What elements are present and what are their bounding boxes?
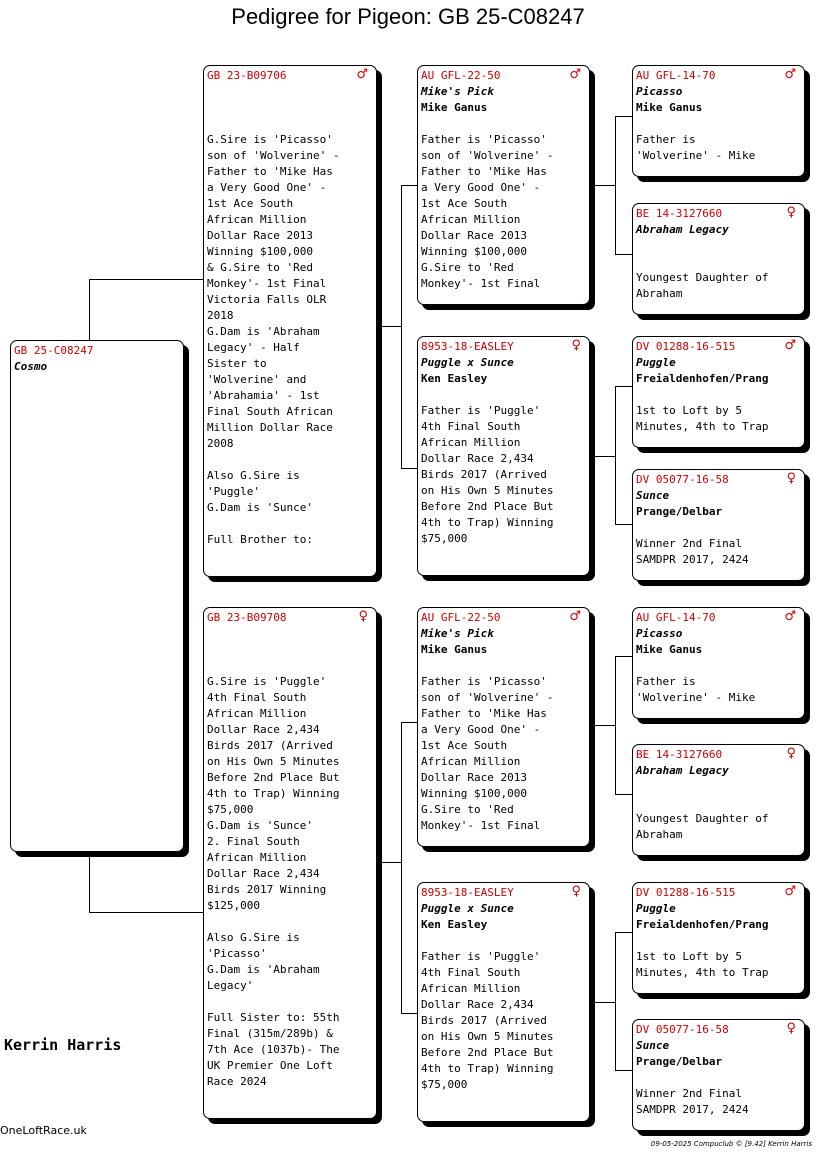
ring-number: GB 23-B09706: [207, 69, 287, 82]
ring-number: AU GFL-22-50: [421, 69, 501, 82]
dam-dam-sire-card[interactable]: [632, 882, 805, 994]
pigeon-owner: Ken Easley: [421, 918, 488, 931]
connector-line: [590, 456, 615, 457]
female-icon: ♀: [571, 884, 581, 899]
sire-sire-card[interactable]: [417, 65, 590, 305]
connector-line: [615, 386, 616, 524]
connector-line: [401, 468, 417, 469]
connector-line: [615, 932, 616, 1070]
connector-line: [376, 326, 401, 327]
female-icon: ♀: [571, 338, 581, 353]
ring-number: DV 01288-16-515: [636, 886, 736, 899]
connector-line: [89, 912, 204, 913]
sire-dam-dam-card[interactable]: [632, 469, 805, 581]
pigeon-notes: Father is 'Wolverine' - Mike: [636, 675, 756, 704]
connector-line: [615, 386, 632, 387]
subject-pigeon-card[interactable]: [10, 340, 184, 852]
male-icon: ♂: [356, 67, 368, 82]
pigeon-notes: 1st to Loft by 5 Minutes, 4th to Trap: [636, 950, 769, 979]
pigeon-owner: Freialdenhofen/Prang: [636, 372, 769, 385]
connector-line: [376, 862, 401, 863]
sire-sire-dam-card[interactable]: [632, 203, 805, 315]
connector-line: [615, 116, 616, 254]
page-title: Pedigree for Pigeon: GB 25-C08247: [231, 4, 585, 29]
connector-line: [89, 279, 90, 340]
connector-line: [615, 656, 632, 657]
connector-line: [615, 932, 632, 933]
pigeon-notes: Youngest Daughter of Abraham: [636, 271, 769, 300]
connector-line: [401, 722, 402, 1013]
male-icon: ♂: [784, 609, 796, 624]
pigeon-notes: G.Sire is 'Picasso' son of 'Wolverine' - Father to 'Mike Has a Very Good One' - 1st Ace South African Million Dollar Race 2013 Winning $100,000 & G.Sire to 'Red Monkey'- 1st Final Victoria Falls OLR 2018 G.Dam is 'Abraham Legacy' - Half Sister to 'Wolverine' and 'Abrahamia' - 1st Final South African Million Dollar Race 2008 Also G.Sire is 'Puggle' G.Dam is 'Sunce' Full Brother to:: [207, 133, 340, 546]
site-name: OneLoftRace.uk: [0, 1124, 87, 1137]
dam-dam-card[interactable]: [417, 882, 590, 1122]
pigeon-notes: Father is 'Picasso' son of 'Wolverine' - Father to 'Mike Has a Very Good One' - 1st Ace South African Million Dollar Race 2013 Winning $100,000 G.Sire to 'Red Monkey'- 1st Final: [421, 675, 554, 832]
pigeon-name: Picasso: [636, 627, 683, 640]
pigeon-name: Mike's Pick: [421, 85, 494, 98]
dam-dam-dam-card[interactable]: [632, 1019, 805, 1131]
pigeon-owner: Prange/Delbar: [636, 1055, 723, 1068]
dam-sire-sire-card[interactable]: [632, 607, 805, 719]
connector-line: [401, 185, 417, 186]
female-icon: ♀: [358, 609, 368, 624]
sire-dam-sire-card[interactable]: [632, 336, 805, 448]
ring-number: DV 05077-16-58: [636, 473, 729, 486]
pigeon-name: Puggle x Sunce: [421, 902, 514, 915]
pigeon-owner: Freialdenhofen/Prang: [636, 918, 769, 931]
connector-line: [89, 279, 204, 280]
sire-sire-sire-card[interactable]: [632, 65, 805, 177]
pigeon-owner: Mike Ganus: [421, 643, 488, 656]
sire-card[interactable]: [203, 65, 377, 577]
pigeon-notes: Winner 2nd Final SAMDPR 2017, 2424: [636, 537, 749, 566]
connector-line: [590, 1002, 615, 1003]
pigeon-owner: Ken Easley: [421, 372, 488, 385]
pigeon-name: Puggle: [636, 902, 676, 915]
connector-line: [401, 185, 402, 468]
dam-card[interactable]: [203, 607, 377, 1119]
male-icon: ♂: [784, 338, 796, 353]
ring-number: 8953-18-EASLEY: [421, 340, 514, 353]
pigeon-name: Mike's Pick: [421, 627, 494, 640]
ring-number: BE 14-3127660: [636, 207, 723, 220]
ring-number: BE 14-3127660: [636, 748, 723, 761]
breeder-name: Kerrin Harris: [4, 1036, 122, 1054]
female-icon: ♀: [786, 471, 796, 486]
sire-dam-card[interactable]: [417, 336, 590, 576]
female-icon: ♀: [786, 1021, 796, 1036]
ring-number: GB 25-C08247: [14, 344, 94, 357]
pigeon-notes: Father is 'Puggle' 4th Final South African Million Dollar Race 2,434 Birds 2017 (Arrived on His Own 5 Minutes Before 2nd Place But 4th to Trap) Winning $75,000: [421, 950, 554, 1091]
ring-number: DV 01288-16-515: [636, 340, 736, 353]
ring-number: DV 05077-16-58: [636, 1023, 729, 1036]
pigeon-owner: Prange/Delbar: [636, 505, 723, 518]
pigeon-notes: Father is 'Puggle' 4th Final South African Million Dollar Race 2,434 Birds 2017 (Arrived on His Own 5 Minutes Before 2nd Place But 4th to Trap) Winning $75,000: [421, 404, 554, 545]
pigeon-owner: Mike Ganus: [636, 101, 703, 114]
male-icon: ♂: [784, 884, 796, 899]
pigeon-name: Abraham Legacy: [636, 223, 729, 236]
connector-line: [89, 852, 90, 912]
male-icon: ♂: [569, 609, 581, 624]
male-icon: ♂: [784, 67, 796, 82]
footer-meta: 09-05-2025 Compuclub © [9.42] Kerrin Harris: [650, 1140, 812, 1148]
ring-number: AU GFL-22-50: [421, 611, 501, 624]
pigeon-notes: Youngest Daughter of Abraham: [636, 812, 769, 841]
connector-line: [615, 1070, 632, 1071]
pigeon-notes: Father is 'Wolverine' - Mike: [636, 133, 756, 162]
pigeon-name: Cosmo: [14, 360, 48, 373]
pigeon-notes: Winner 2nd Final SAMDPR 2017, 2424: [636, 1087, 749, 1116]
pigeon-name: Puggle x Sunce: [421, 356, 514, 369]
ring-number: GB 23-B09708: [207, 611, 287, 624]
female-icon: ♀: [786, 205, 796, 220]
pigeon-name: Puggle: [636, 356, 676, 369]
pigeon-name: Sunce: [636, 489, 670, 502]
pigeon-notes: G.Sire is 'Puggle' 4th Final South African Million Dollar Race 2,434 Birds 2017 (Arrived on His Own 5 Minutes Before 2nd Place But 4th to Trap) Winning $75,000 G.Dam is 'Sunce' 2. Final South African Million Dollar Race 2,434 Birds 2017 Winning $125,000 Also G.Sire is 'Picasso' G.Dam is 'Abraham Legacy' Full Sister to: 55th Final (315m/289b) & 7th Ace (1037b)- The UK Premier One Loft Race 2024: [207, 675, 340, 1088]
dam-sire-dam-card[interactable]: [632, 744, 805, 856]
connector-line: [615, 524, 632, 525]
male-icon: ♂: [569, 67, 581, 82]
pigeon-notes: Father is 'Picasso' son of 'Wolverine' - Father to 'Mike Has a Very Good One' - 1st Ace South African Million Dollar Race 2013 Winning $100,000 G.Sire to 'Red Monkey'- 1st Final: [421, 133, 554, 290]
connector-line: [401, 722, 417, 723]
pigeon-owner: Mike Ganus: [421, 101, 488, 114]
pigeon-name: Picasso: [636, 85, 683, 98]
ring-number: AU GFL-14-70: [636, 69, 716, 82]
connector-line: [590, 725, 615, 726]
pigeon-name: Abraham Legacy: [636, 764, 729, 777]
connector-line: [401, 1013, 417, 1014]
dam-sire-card[interactable]: [417, 607, 590, 847]
ring-number: AU GFL-14-70: [636, 611, 716, 624]
connector-line: [615, 794, 632, 795]
connector-line: [615, 116, 632, 117]
pigeon-owner: Mike Ganus: [636, 643, 703, 656]
connector-line: [615, 254, 632, 255]
connector-line: [615, 656, 616, 794]
ring-number: 8953-18-EASLEY: [421, 886, 514, 899]
female-icon: ♀: [786, 746, 796, 761]
pigeon-notes: 1st to Loft by 5 Minutes, 4th to Trap: [636, 404, 769, 433]
pigeon-name: Sunce: [636, 1039, 670, 1052]
connector-line: [590, 185, 615, 186]
